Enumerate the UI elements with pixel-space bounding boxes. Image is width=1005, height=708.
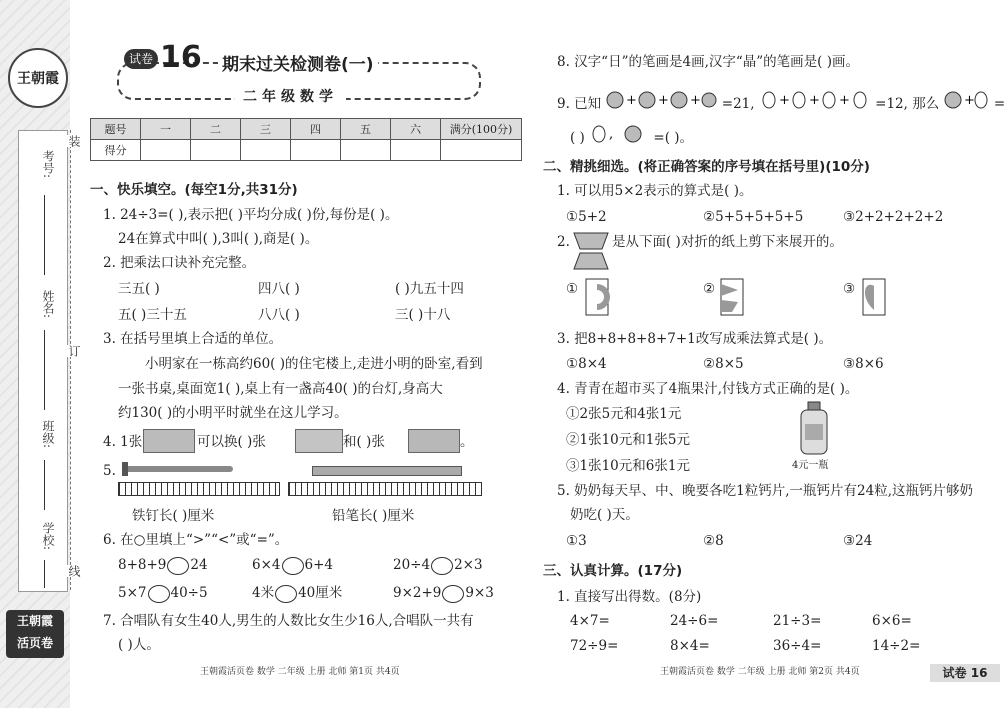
logo-text: 王朝霞 [17,71,59,87]
q9-eq3: = [993,96,1005,112]
folded-paper-1-icon [585,278,609,316]
compare-circle[interactable] [148,585,170,603]
q3-line-3: 约130( )的小明平时就坐在这儿学习。 [118,405,348,421]
c5-option: ②8 [703,533,724,549]
svg-text:,: , [609,127,614,142]
xuexiao-line[interactable] [44,560,45,588]
ruler-2 [288,482,482,496]
banknote-50-image [295,429,343,453]
q4-start: 4. 1张 [103,434,143,450]
calc-item: 6×6= [872,613,912,629]
q9-eq2: =12, 那么 [875,96,940,112]
svg-text:+: + [838,93,850,108]
c3-text: 3. 把8+8+8+8+7+1改写成乘法算式是( )。 [557,331,833,347]
ruler-1 [118,482,280,496]
q2-item: 八八( ) [258,307,300,323]
price-label: 4元一瓶 [792,460,829,471]
footer-left: 王朝霞活页卷 数学 二年级 上册 北师 第1页 共4页 [200,667,400,677]
q6-expr: 5×7 [118,585,147,601]
q6-expr: 6+4 [304,557,333,573]
calc-item: 24÷6= [670,613,719,629]
q4-end: 。 [460,434,474,450]
score-table [90,118,522,161]
q2-item: 三五( ) [118,281,160,297]
q5-number: 5. [103,463,116,479]
exam-badge: 试卷 [124,49,158,69]
pencil-image [312,466,462,476]
q6-expr: 2×3 [454,557,483,573]
banji-line[interactable] [44,460,45,510]
q6-row-2-c [393,584,494,603]
q7-line-2: ( )人。 [118,637,160,653]
section-3-heading: 三、认真计算。(17分) [543,563,683,579]
tomato-plus-pear-icon [944,90,990,108]
c2-text: 是从下面( )对折的纸上剪下来展开的。 [612,234,843,250]
score-cell[interactable] [391,140,441,161]
c1-option: ③2+2+2+2+2 [843,209,944,225]
juice-bottle-icon [796,400,832,456]
q2-item: 三( )十八 [395,307,451,323]
score-head-cell: 满分(100分) [441,119,522,140]
c5-option: ①3 [566,533,587,549]
grade-subject: 二年级数学 [235,86,346,106]
q6-expr: 20÷4 [393,557,431,573]
q9-eq1: =21, [721,96,755,112]
q6-expr: 24 [190,557,208,573]
q9-line-1 [557,90,1005,113]
q6-row-1-c [393,556,483,575]
xingming-label: 姓名: [41,290,55,319]
score-head-cell: 三 [241,119,291,140]
score-head-cell: 五 [341,119,391,140]
c4-text: 4. 青青在超市买了4瓶果汁,付钱方式正确的是( )。 [557,381,859,397]
exam-title: 期末过关检测卷(一) [218,50,378,75]
svg-text:+: + [690,93,702,108]
q6-row-1-a [118,556,208,575]
c4-option: ②1张10元和1张5元 [566,432,690,448]
footer-right: 王朝霞活页卷 数学 二年级 上册 北师 第2页 共4页 [660,667,860,677]
c3-option: ③8×6 [843,356,884,372]
score-head-cell: 一 [141,119,191,140]
q6-expr: 8+8+9 [118,557,167,573]
q6-expr: 40厘米 [298,585,343,601]
nail-image [128,466,233,472]
compare-circle[interactable] [431,557,453,575]
c2-option: ③ [843,281,856,297]
q6-row-2-a [118,584,208,603]
c3-option: ①8×4 [566,356,607,372]
score-head-cell: 题号 [91,119,141,140]
q2-prompt: 2. 把乘法口诀补充完整。 [103,255,256,271]
pears-sum-icon [759,90,871,108]
q6-expr: 9×3 [465,585,494,601]
score-cell[interactable] [191,140,241,161]
q3-line-2: 一张书桌,桌面宽1( ),桌上有一盏高40( )的台灯,身高大 [118,381,443,397]
score-cell[interactable] [291,140,341,161]
calc-item: 21÷3= [773,613,822,629]
calc-item: 14÷2= [872,638,921,654]
q1-line-2: 24在算式中叫( ),3叫( ),商是( )。 [118,231,319,247]
q3-prompt: 3. 在括号里填上合适的单位。 [103,331,283,347]
kaohao-label: 考号: [41,150,55,179]
brand-logo [8,48,68,108]
d1-prompt: 1. 直接写出得数。(8分) [557,589,702,605]
xuexiao-label: 学校: [41,522,55,551]
q3-line-1: 小明家在一栋高约60( )的住宅楼上,走进小明的卧室,看到 [145,356,483,372]
score-head-cell: 四 [291,119,341,140]
compare-circle[interactable] [442,585,464,603]
q2-item: 五( )三十五 [118,307,187,323]
brand-badge [6,610,64,658]
banji-label: 班级: [41,420,55,449]
q7-line-1: 7. 合唱队有女生40人,男生的人数比女生少16人,合唱队一共有 [103,613,474,629]
cut-line [70,130,71,590]
cut-mark-3: 线 [67,565,81,577]
q8-text: 8. 汉字“日”的笔画是4画,汉字“晶”的笔画是( )画。 [557,54,859,70]
cut-mark-2: 订 [67,345,81,357]
compare-circle[interactable] [275,585,297,603]
tomatoes-sum-icon [605,90,717,108]
nail-length: 铁钉长( )厘米 [132,508,215,524]
c5-option: ③24 [843,533,873,549]
c2-option: ② [703,281,716,297]
score-cell[interactable] [141,140,191,161]
pear-minus-tomato-icon [589,124,649,142]
q6-expr: 9×2+9 [393,585,442,601]
calc-item: 36÷4= [773,638,822,654]
calc-item: 8×4= [670,638,710,654]
folded-paper-3-icon [862,278,886,316]
q9-blank: ( ) [570,130,585,146]
c1-option: ②5+5+5+5+5 [703,209,804,225]
score-cell[interactable] [241,140,291,161]
cut-shape-icon [572,231,610,271]
score-cell[interactable] [341,140,391,161]
banknote-10-image [408,429,460,453]
svg-text:+: + [963,93,975,108]
svg-text:+: + [808,93,820,108]
nail-head [122,462,128,476]
calc-item: 4×7= [570,613,610,629]
xingming-line[interactable] [44,330,45,410]
score-header-row [91,119,522,140]
score-head-cell: 六 [391,119,441,140]
score-row [91,140,522,161]
svg-text:+: + [778,93,790,108]
q9-answer: =( )。 [653,130,694,146]
q2-item: ( )九五十四 [395,281,464,297]
q6-expr: 6×4 [252,557,281,573]
exam-number: 16 [160,40,202,75]
q2-item: 四八( ) [258,281,300,297]
c5-line-2: 奶吃( )天。 [570,507,639,523]
c2-number: 2. [557,234,570,250]
c5-line-1: 5. 奶奶每天早、中、晚要各吃1粒钙片,一瓶钙片有24粒,这瓶钙片够奶 [557,483,974,499]
c4-option: ①2张5元和4张1元 [566,406,682,422]
c1-option: ①5+2 [566,209,607,225]
section-1-heading: 一、快乐填空。(每空1分,共31分) [90,182,298,198]
brand-badge-name: 王朝霞 [16,614,53,628]
compare-circle[interactable] [167,557,189,575]
brand-badge-sub: 活页卷 [16,636,53,650]
q4-mid: 可以换( )张 [197,434,266,450]
q6-expr: 4米 [252,585,275,601]
q1-line-1: 1. 24÷3=( ),表示把( )平均分成( )份,每份是( )。 [103,207,399,223]
score-row-label: 得分 [91,140,141,161]
q6-row-2-b [252,584,342,603]
c1-text: 1. 可以用5×2表示的算式是( )。 [557,183,753,199]
cut-mark-1: 装 [67,135,81,147]
c2-option: ① [566,281,579,297]
section-2-heading: 二、精挑细选。(将正确答案的序号填在括号里)(10分) [543,159,870,175]
score-cell[interactable] [441,140,522,161]
folded-paper-2-icon [720,278,744,316]
score-head-cell: 二 [191,119,241,140]
q6-row-1-b [252,556,333,575]
c4-option: ③1张10元和6张1元 [566,458,690,474]
calc-item: 72÷9= [570,638,619,654]
q6-prompt: 6. 在○里填上“>”“<”或“=”。 [103,532,289,548]
q9-start: 9. 已知 [557,96,602,112]
q6-expr: 40÷5 [170,585,208,601]
svg-text:+: + [626,93,638,108]
q4-and: 和( )张 [343,434,385,450]
compare-circle[interactable] [282,557,304,575]
q9-line-2 [570,124,693,147]
pencil-length: 铅笔长( )厘米 [332,508,415,524]
page-badge: 试卷 16 [930,664,1000,682]
kaohao-line[interactable] [44,195,45,275]
c3-option: ②8×5 [703,356,744,372]
banknote-100-image [143,429,195,453]
svg-text:+: + [658,93,670,108]
